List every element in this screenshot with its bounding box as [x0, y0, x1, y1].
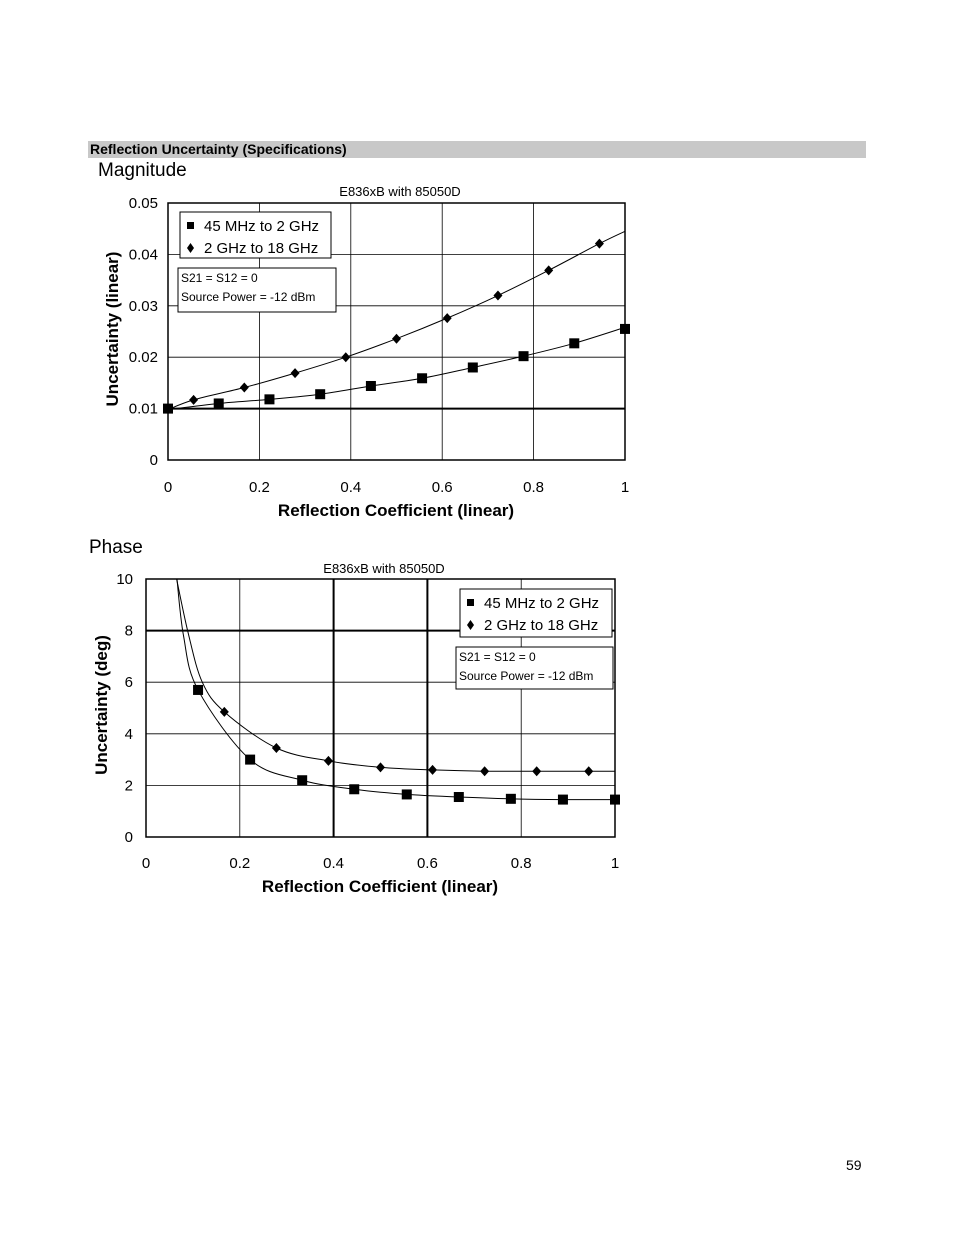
- x-tick-label: 0.4: [340, 479, 362, 496]
- y-tick-label: 0.05: [128, 195, 158, 212]
- x-tick-label: 0.6: [431, 479, 453, 496]
- x-tick-label: 1: [610, 855, 620, 872]
- x-tick-label: 0.2: [229, 855, 251, 872]
- data-point-square: [349, 784, 359, 794]
- data-point-square: [620, 324, 630, 334]
- data-point-diamond: [376, 762, 385, 772]
- y-tick-label: 0: [124, 829, 133, 846]
- y-tick-label: 0: [149, 452, 158, 469]
- data-point-diamond: [341, 352, 350, 362]
- section-title: Reflection Uncertainty (Specifications): [90, 141, 347, 157]
- data-point-diamond: [480, 766, 489, 776]
- y-tick-label: 8: [124, 622, 133, 640]
- legend-entry: 45 MHz to 2 GHz: [484, 595, 600, 612]
- data-point-square: [569, 338, 579, 348]
- magnitude-heading: Magnitude: [98, 160, 187, 181]
- y-tick-label: 6: [124, 674, 133, 692]
- phase-heading: Phase: [89, 537, 143, 558]
- data-point-diamond: [544, 265, 553, 275]
- data-point-square: [558, 795, 568, 805]
- data-point-diamond: [272, 743, 281, 753]
- data-point-square: [506, 794, 516, 804]
- chart-title: E836xB with 85050D: [323, 561, 445, 576]
- y-tick-label: 10: [116, 571, 133, 588]
- annotation-text: Source Power = -12 dBm: [459, 669, 594, 683]
- data-point-diamond: [291, 368, 300, 378]
- legend-marker-square: [467, 599, 474, 606]
- data-point-diamond: [240, 383, 249, 393]
- y-tick-label: 4: [124, 725, 133, 743]
- data-point-diamond: [584, 766, 593, 776]
- x-tick-label: 0.8: [510, 855, 532, 872]
- annotation-text: Source Power = -12 dBm: [181, 290, 316, 304]
- annotation-text: S21 = S12 = 0: [181, 271, 258, 285]
- data-point-diamond: [443, 313, 452, 323]
- data-point-square: [366, 381, 376, 391]
- y-tick-label: 0.01: [128, 400, 158, 418]
- data-point-square: [193, 685, 203, 695]
- data-point-diamond: [428, 765, 437, 775]
- data-point-diamond: [493, 291, 502, 301]
- y-tick-label: 0.02: [128, 349, 158, 367]
- data-point-square: [519, 351, 529, 361]
- data-point-square: [315, 389, 325, 399]
- y-tick-label: 2: [124, 777, 133, 795]
- x-tick-label: 0: [163, 479, 173, 496]
- x-axis-label: Reflection Coefficient (linear): [261, 877, 499, 896]
- x-axis-label: Reflection Coefficient (linear): [277, 501, 515, 520]
- x-tick-label: 0.4: [323, 855, 345, 872]
- data-point-square: [468, 362, 478, 372]
- data-point-square: [402, 789, 412, 799]
- data-point-square: [264, 394, 274, 404]
- data-point-square: [454, 792, 464, 802]
- x-tick-label: 0.8: [523, 479, 545, 496]
- legend-marker-square: [187, 222, 194, 229]
- page-number: 59: [846, 1157, 862, 1173]
- data-point-diamond: [189, 395, 198, 405]
- data-point-diamond: [595, 239, 604, 249]
- data-point-square: [417, 373, 427, 383]
- data-point-square: [214, 398, 224, 408]
- chart-0: [103, 184, 630, 520]
- data-point-square: [245, 755, 255, 765]
- x-tick-label: 0.2: [248, 479, 270, 496]
- data-point-square: [610, 795, 620, 805]
- annotation-text: S21 = S12 = 0: [459, 650, 536, 664]
- y-axis-label: Uncertainty (deg): [92, 635, 111, 775]
- x-tick-label: 0.6: [416, 855, 438, 872]
- chart-title: E836xB with 85050D: [339, 184, 461, 199]
- y-tick-label: 0.03: [128, 297, 158, 315]
- x-tick-label: 0: [141, 855, 151, 872]
- chart-1: [92, 561, 620, 896]
- y-axis-label: Uncertainty (linear): [103, 251, 122, 407]
- data-point-diamond: [324, 756, 333, 766]
- legend-entry: 2 GHz to 18 GHz: [204, 240, 319, 257]
- data-point-diamond: [392, 334, 401, 344]
- data-point-square: [297, 775, 307, 785]
- legend-entry: 45 MHz to 2 GHz: [204, 218, 320, 235]
- legend-entry: 2 GHz to 18 GHz: [484, 617, 599, 634]
- data-point-diamond: [532, 766, 541, 776]
- x-tick-label: 1: [620, 479, 630, 496]
- y-tick-label: 0.04: [128, 246, 158, 264]
